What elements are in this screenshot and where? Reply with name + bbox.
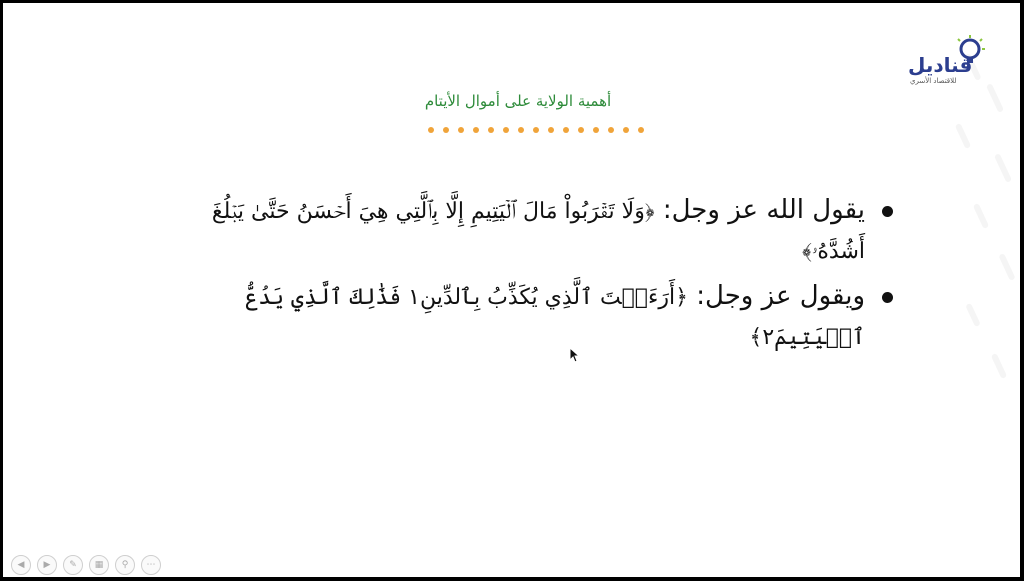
logo-name: قناديل — [908, 53, 973, 77]
background-decoration — [900, 43, 1020, 443]
slides-icon: ▦ — [94, 560, 104, 570]
bullet-item — [143, 191, 893, 271]
see-all-slides-button[interactable] — [89, 555, 109, 575]
divider-dot — [488, 127, 494, 133]
slide-canvas — [3, 3, 1020, 577]
more-icon: ⋯ — [146, 560, 156, 570]
mouse-cursor-icon — [569, 347, 581, 363]
quran-verse: ﴿وَلَا تَقۡرَبُواْ مَالَ ٱلۡيَتِيمِ إِلَّا بِٱلَّتِي هِيَ أَحۡسَنُ حَتَّىٰ يَبۡلُغَ أَشُدَّهُۥ﴾ — [211, 199, 865, 264]
divider-dot — [608, 127, 614, 133]
slide-title: أهمية الولاية على أموال الأيتام — [424, 92, 612, 110]
bullet-list — [143, 191, 893, 363]
divider-dot — [473, 127, 479, 133]
divider-dot — [503, 127, 509, 133]
divider-dot — [458, 127, 464, 133]
slideshow-controls — [11, 555, 161, 575]
quran-verse: ﴿أَرَءَيۡتَ ٱلَّذِي يُكَذِّبُ بِٱلدِّينِ١ فَذَٰلِكَ ٱلَّذِي يَدُعُّ ٱلۡيَتِيمَ٢﴾ — [245, 285, 865, 350]
divider-dot — [428, 127, 434, 133]
divider-dot — [563, 127, 569, 133]
pen-icon: ✎ — [69, 560, 77, 570]
prev-slide-button[interactable] — [11, 555, 31, 575]
next-icon: ▶ — [43, 560, 51, 570]
divider-dot — [548, 127, 554, 133]
divider-dot — [623, 127, 629, 133]
pen-tool-button[interactable] — [63, 555, 83, 575]
qanadeel-logo — [908, 33, 993, 93]
divider-dot — [593, 127, 599, 133]
title-divider-dots — [428, 127, 644, 133]
logo-subtitle: للاقتصاد الأسري — [910, 77, 957, 85]
divider-dot — [443, 127, 449, 133]
divider-dot — [578, 127, 584, 133]
bullet-lead: ويقول عز وجل: — [696, 281, 865, 311]
divider-dot — [533, 127, 539, 133]
divider-dot — [638, 127, 644, 133]
zoom-icon: ⚲ — [121, 560, 129, 570]
bullet-item — [143, 277, 893, 357]
zoom-button[interactable] — [115, 555, 135, 575]
next-slide-button[interactable] — [37, 555, 57, 575]
more-options-button[interactable] — [141, 555, 161, 575]
bullet-lead: يقول الله عز وجل: — [662, 195, 865, 225]
divider-dot — [518, 127, 524, 133]
prev-icon: ◀ — [17, 560, 25, 570]
